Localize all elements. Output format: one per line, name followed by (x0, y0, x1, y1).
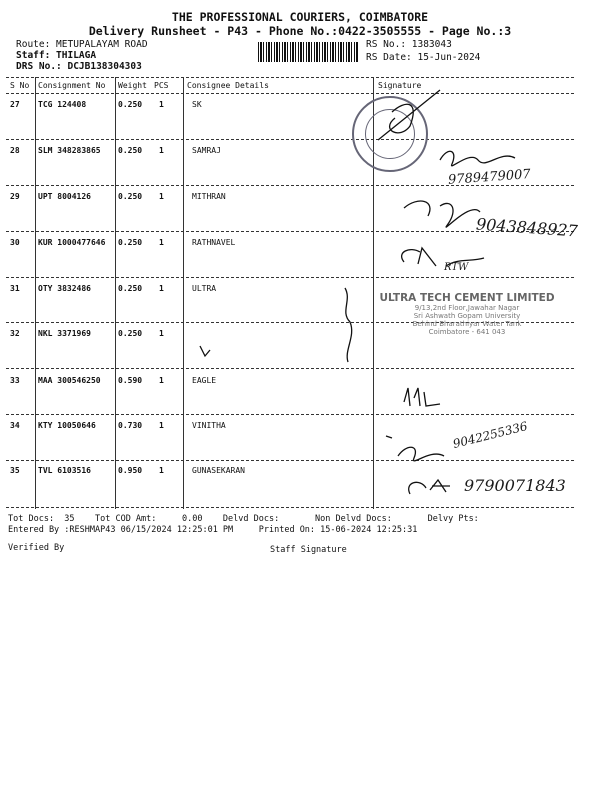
col-header-signature: Signature (378, 81, 422, 90)
signature-row-27 (378, 90, 440, 140)
row-consignee: EAGLE (192, 376, 217, 385)
row-consignee: SK (192, 100, 202, 109)
rs-number: RS No.: 1383043 (366, 39, 452, 50)
stamp-address-line: 9/13,2nd Floor,Jawahar Nagar (414, 304, 520, 312)
rs-date: RS Date: 15-Jun-2024 (366, 52, 481, 63)
row-consignment: NKL 3371969 (38, 329, 91, 338)
row-pcs: 1 (159, 376, 164, 385)
row-consignee: MITHRAN (192, 192, 226, 201)
row-pcs: 1 (159, 329, 164, 338)
row-weight: 0.250 (118, 192, 143, 201)
stamp-address-line: Behind Bharathiyar Water Tank (412, 320, 522, 328)
row-consignee: SAMRAJ (192, 146, 221, 155)
handwritten-phone: 9790071843 (464, 476, 566, 495)
row-sno: 28 (10, 146, 20, 155)
row-consignee: VINITHA (192, 421, 226, 430)
handwritten-phone: 9789479007 (447, 167, 532, 188)
row-pcs: 1 (159, 146, 164, 155)
row-consignment: TCG 124408 (38, 100, 87, 109)
row-consignment: KTY 10050646 (38, 421, 96, 430)
row-sno: 27 (10, 100, 20, 109)
row-weight: 0.250 (118, 100, 143, 109)
col-header-consignment: Consignment No (38, 81, 106, 90)
handwritten-phone: 9043848927 (475, 214, 579, 241)
row-consignment: KUR 1000477646 (38, 238, 106, 247)
col-header-sno: S No (10, 81, 30, 90)
row-pcs: 1 (159, 192, 164, 201)
brace-mark (345, 288, 352, 362)
row-weight: 0.250 (118, 146, 143, 155)
row-consignee: RATHNAVEL (192, 238, 236, 247)
row-weight: 0.250 (118, 238, 143, 247)
staff-label: Staff: THILAGA (16, 50, 97, 61)
signature-row-28 (440, 151, 515, 166)
row-weight: 0.950 (118, 466, 143, 475)
row-sno: 29 (10, 192, 20, 201)
row-consignment: MAA 300546250 (38, 376, 101, 385)
row-consignee: GUNASEKARAN (192, 466, 245, 475)
staff-signature-label: Staff Signature (270, 545, 347, 555)
handwritten-note: RTW (444, 262, 469, 273)
row-pcs: 1 (159, 466, 164, 475)
row-consignee: ULTRA (192, 284, 217, 293)
col-header-pcs: PCS (154, 81, 169, 90)
row-pcs: 1 (159, 100, 164, 109)
entered-by-line: Entered By :RESHMAP43 06/15/2024 12:25:01 PM Printed On: 15-06-2024 12:25:31 (8, 525, 418, 535)
row-sno: 32 (10, 329, 20, 338)
row-sno: 30 (10, 238, 20, 247)
totals-line: Tot Docs: 35 Tot COD Amt: 0.00 Delvd Docs: Non Delvd Docs: Delvy Pts: (8, 514, 479, 524)
row-weight: 0.250 (118, 329, 143, 338)
row-pcs: 1 (159, 284, 164, 293)
stamp-address-line: Sri Ashwath Gopam University (413, 312, 521, 320)
col-header-weight: Weight (118, 81, 147, 90)
row-sno: 35 (10, 466, 20, 475)
company-title: THE PROFESSIONAL COURIERS, COIMBATORE (171, 10, 429, 24)
drs-label: DRS No.: DCJB138304303 (16, 61, 142, 72)
verified-by-label: Verified By (8, 543, 65, 553)
runsheet-subtitle: Delivery Runsheet - P43 - Phone No.:0422-3505555 - Page No.:3 (88, 24, 512, 38)
tick-mark (200, 346, 210, 356)
row-sno: 33 (10, 376, 20, 385)
signature-row-29 (404, 201, 480, 227)
signature-row-30 (402, 248, 484, 266)
handwritten-phone: 9042255336 (451, 418, 529, 452)
row-consignment: OTY 3832486 (38, 284, 91, 293)
signature-row-35 (409, 480, 450, 494)
row-consignment: UPT 8004126 (38, 192, 91, 201)
row-consignment: TVL 6103516 (38, 466, 91, 475)
row-consignment: SLM 348283865 (38, 146, 101, 155)
row-weight: 0.250 (118, 284, 143, 293)
row-pcs: 1 (159, 238, 164, 247)
signature-row-33 (404, 388, 440, 406)
route-label: Route: METUPALAYAM ROAD (16, 39, 148, 50)
stamp-address-line: Coimbatore - 641 043 (428, 328, 506, 336)
row-sno: 34 (10, 421, 20, 430)
row-sno: 31 (10, 284, 20, 293)
row-weight: 0.730 (118, 421, 143, 430)
row-pcs: 1 (159, 421, 164, 430)
row-weight: 0.590 (118, 376, 143, 385)
signature-row-34 (386, 436, 444, 461)
stamp-company-name: ULTRA TECH CEMENT LIMITED (379, 292, 555, 304)
col-header-consignee: Consignee Details (187, 81, 269, 90)
